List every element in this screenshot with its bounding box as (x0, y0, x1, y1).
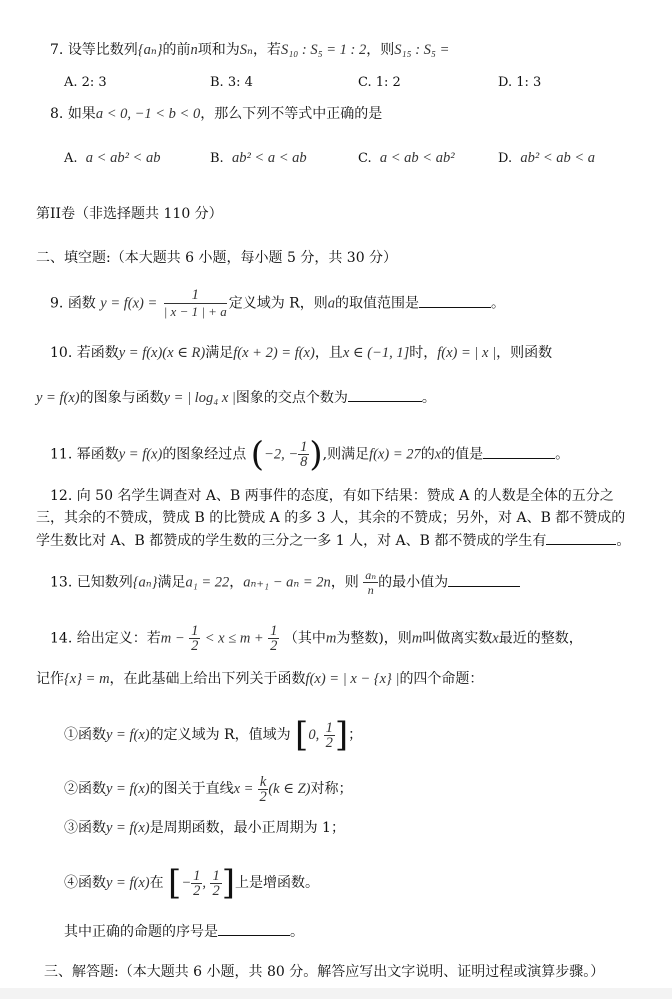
q7-option-c: C. 1: 2 (358, 75, 401, 90)
q8-stem: 8. 如果a < 0, −1 < b < 0，那么下列不等式中正确的是 (50, 106, 383, 122)
q14-proposition-3: ③函数y = f(x)是周期函数，最小正周期为 1； (64, 820, 345, 836)
q14-half-fraction-1: $\frac{1}{2}$ (191, 623, 199, 654)
q14-p1-fraction: $\frac{1}{2}$ (325, 719, 333, 751)
q8-option-c: C. a < ab < ab² (358, 150, 455, 166)
q10-answer-blank[interactable] (348, 387, 422, 402)
q12-line2: 三，其余的不赞成，赞成 B 的比赞成 A 的多 3 人，其余的不赞成；另外，对 A、B 都不赞成的 (36, 510, 626, 526)
q9-stem: 9. 函数 y = f(x) = $\frac{1}{| x - 1 | + a}$ 定义域为 R，则a的取值范围是 。 (50, 287, 505, 319)
section3-title: 三、解答题:（本大题共 6 小题，共 80 分。解答应写出文字说明、证明过程或演算步骤。） (44, 964, 605, 980)
q14-proposition-2: ②函数y = f(x)的图关于直线x = $\frac{k}{2}$ (k ∈ Z)对称； (64, 773, 353, 805)
page-bottom-bar (0, 988, 672, 999)
q14-line2: 记作{x} = m，在此基础上给出下列关于函数f(x) = | x − {x} |的四个命题： (36, 671, 484, 687)
q13-stem: 13. 已知数列{aₙ}满足a₁ = 22，aₙ₊₁ − aₙ = 2n，则 $\frac{\text{aₙ}}{n}$ 的最小值为 (50, 568, 520, 597)
q9-answer-blank[interactable] (419, 293, 491, 308)
q14-proposition-4: ④函数y = f(x)在 [− $\frac{1}{2}$ , $\frac{1}{2}$ ]上是增函数。 (64, 863, 319, 903)
q10-line2: y = f(x)的图象与函数y = | log₄ x |图象的交点个数为 。 (36, 387, 436, 408)
q7-option-a: A. 2: 3 (64, 75, 107, 90)
q14-final: 其中正确的命题的序号是 。 (64, 921, 304, 942)
q11-fraction: $\frac{1}{8}$ (300, 439, 308, 470)
q14-p2-fraction: $\frac{k}{2}$ (259, 773, 267, 805)
q11-stem: 11. 幂函数y = f(x)的图象经过点 (−2, − $\frac{1}{8}$ ),则满足f(x) = 27的x的值是 。 (50, 434, 570, 475)
q8-option-d: D. ab² < ab < a (498, 150, 596, 166)
q12-line3: 学生数比对 A、B 都赞成的学生数的三分之一多 1 人，对 A、B 都不赞成的学生有 。 (36, 530, 630, 551)
q12-answer-blank[interactable] (546, 530, 616, 545)
q14-half-fraction-2: $\frac{1}{2}$ (270, 623, 278, 654)
q7-option-d: D. 1: 3 (498, 75, 542, 90)
q11-answer-blank[interactable] (483, 444, 555, 459)
q7-stem: 7. 设等比数列{aₙ}的前n项和为Sₙ，若S₁₀ : S₅ = 1 : 2，则S₁₅ : S₅ = (50, 42, 450, 58)
q10-stem: 10. 若函数y = f(x)(x ∈ R)满足f(x + 2) = f(x)，且x ∈ (−1, 1]时，f(x) = | x |，则函数 (50, 345, 553, 361)
q12-line1: 12. 向 50 名学生调查对 A、B 两事件的态度，有如下结果：赞成 A 的人数是全体的五分之 (50, 488, 614, 504)
q8-option-b: B. ab² < a < ab (210, 150, 307, 166)
section2-title: 二、填空题:（本大题共 6 小题，每小题 5 分，共 30 分） (36, 250, 398, 266)
q8-option-a: A. a < ab² < ab (64, 150, 161, 166)
q7-option-b: B. 3: 4 (210, 75, 253, 90)
q14-p4-fraction-1: $\frac{1}{2}$ (193, 867, 201, 899)
part2-title: 第II卷（非选择题共 110 分） (36, 206, 223, 222)
q14-proposition-1: ①函数y = f(x)的定义域为 R，值域为 [0, $\frac{1}{2}$ ]； (64, 715, 363, 755)
q13-fraction: $\frac{\text{aₙ}}{n}$ (365, 568, 377, 597)
q9-fraction: $\frac{1}{| x - 1 | + a}$ (163, 287, 227, 319)
q14-p4-fraction-2: $\frac{1}{2}$ (212, 867, 220, 899)
q14-stem: 14. 给出定义：若m − $\frac{1}{2}$ < x ≤ m + $\frac{1}{2}$ （其中m为整数)，则m叫做离实数x最近的整数， (50, 623, 583, 654)
q13-answer-blank[interactable] (448, 572, 520, 587)
q14-answer-blank[interactable] (218, 921, 290, 936)
